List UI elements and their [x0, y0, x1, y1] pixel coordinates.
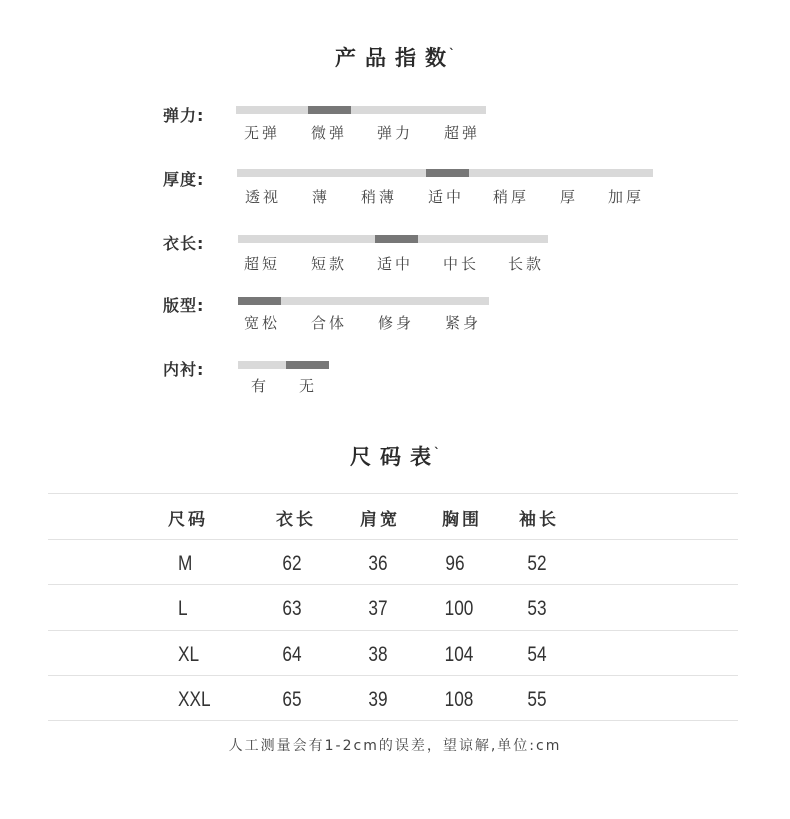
size-chart-title	[0, 435, 790, 471]
table-cell: 53	[527, 597, 547, 620]
elasticity-scale-bar	[236, 106, 486, 114]
elasticity-option: 超弹	[443, 124, 480, 142]
fit-option: 合体	[310, 314, 347, 332]
table-cell: 37	[368, 597, 388, 620]
length-selected-marker	[375, 235, 418, 243]
lining-selected-marker	[286, 361, 329, 369]
title-tick-icon: ˎ	[449, 36, 455, 50]
table-header-sleeve: 袖长	[519, 510, 559, 530]
fit-option: 宽松	[243, 314, 280, 332]
size-chart-title-text: 尺码表	[350, 445, 440, 469]
title-tick-icon: ˎ	[434, 435, 440, 449]
thickness-option: 稍厚	[492, 188, 529, 206]
thickness-scale-bar	[237, 169, 653, 177]
table-header-size: 尺码	[168, 510, 208, 530]
fit-option: 修身	[377, 314, 414, 332]
table-cell-size: M	[178, 552, 193, 575]
table-cell: 96	[445, 552, 465, 575]
thickness-option: 稍薄	[360, 188, 397, 206]
table-divider	[48, 720, 738, 721]
length-option: 长款	[507, 255, 544, 273]
elasticity-option: 微弹	[310, 124, 347, 142]
table-header-length: 衣长	[276, 510, 316, 530]
table-divider	[48, 630, 738, 631]
table-cell: 39	[368, 688, 388, 711]
table-header-chest: 胸围	[442, 510, 482, 530]
table-cell: 108	[444, 688, 474, 711]
length-option: 中长	[442, 255, 479, 273]
thickness-option: 透视	[244, 188, 281, 206]
lining-option: 无	[298, 377, 317, 395]
fit-selected-marker	[238, 297, 281, 305]
table-cell: 52	[527, 552, 547, 575]
product-index-title	[0, 36, 790, 72]
table-cell: 38	[368, 643, 388, 666]
table-cell: 63	[282, 597, 302, 620]
measurement-note: 人工测量会有1-2cm的误差，望谅解,单位:cm	[228, 738, 562, 754]
thickness-option: 加厚	[607, 188, 644, 206]
table-cell-size: L	[178, 597, 188, 620]
length-option: 适中	[376, 255, 413, 273]
product-index-title-text: 产品指数	[335, 46, 455, 70]
table-cell: 54	[527, 643, 547, 666]
length-scale-bar	[238, 235, 548, 243]
attr-label-lining: 内衬:	[163, 360, 205, 379]
elasticity-option: 弹力	[376, 124, 413, 142]
table-cell: 36	[368, 552, 388, 575]
table-cell: 64	[282, 643, 302, 666]
table-cell: 62	[282, 552, 302, 575]
fit-option: 紧身	[444, 314, 481, 332]
fit-scale-bar	[238, 297, 489, 305]
table-cell: 55	[527, 688, 547, 711]
length-option: 短款	[310, 255, 347, 273]
table-divider	[48, 539, 738, 540]
table-cell-size: XL	[178, 643, 200, 666]
table-divider	[48, 493, 738, 494]
table-cell: 100	[444, 597, 474, 620]
table-divider	[48, 675, 738, 676]
elasticity-option: 无弹	[243, 124, 280, 142]
table-divider	[48, 584, 738, 585]
elasticity-selected-marker	[308, 106, 351, 114]
table-cell-size: XXL	[178, 688, 211, 711]
thickness-option: 厚	[559, 188, 578, 206]
thickness-selected-marker	[426, 169, 469, 177]
length-option: 超短	[243, 255, 280, 273]
thickness-option: 薄	[311, 188, 330, 206]
lining-option: 有	[250, 377, 269, 395]
attr-label-length: 衣长:	[163, 234, 205, 253]
attr-label-thickness: 厚度:	[163, 170, 205, 189]
attr-label-elasticity: 弹力:	[163, 106, 205, 125]
lining-scale-bar	[238, 361, 329, 369]
table-cell: 65	[282, 688, 302, 711]
thickness-option: 适中	[427, 188, 464, 206]
table-cell: 104	[444, 643, 474, 666]
table-header-shoulder: 肩宽	[360, 510, 400, 530]
attr-label-fit: 版型:	[163, 296, 205, 315]
